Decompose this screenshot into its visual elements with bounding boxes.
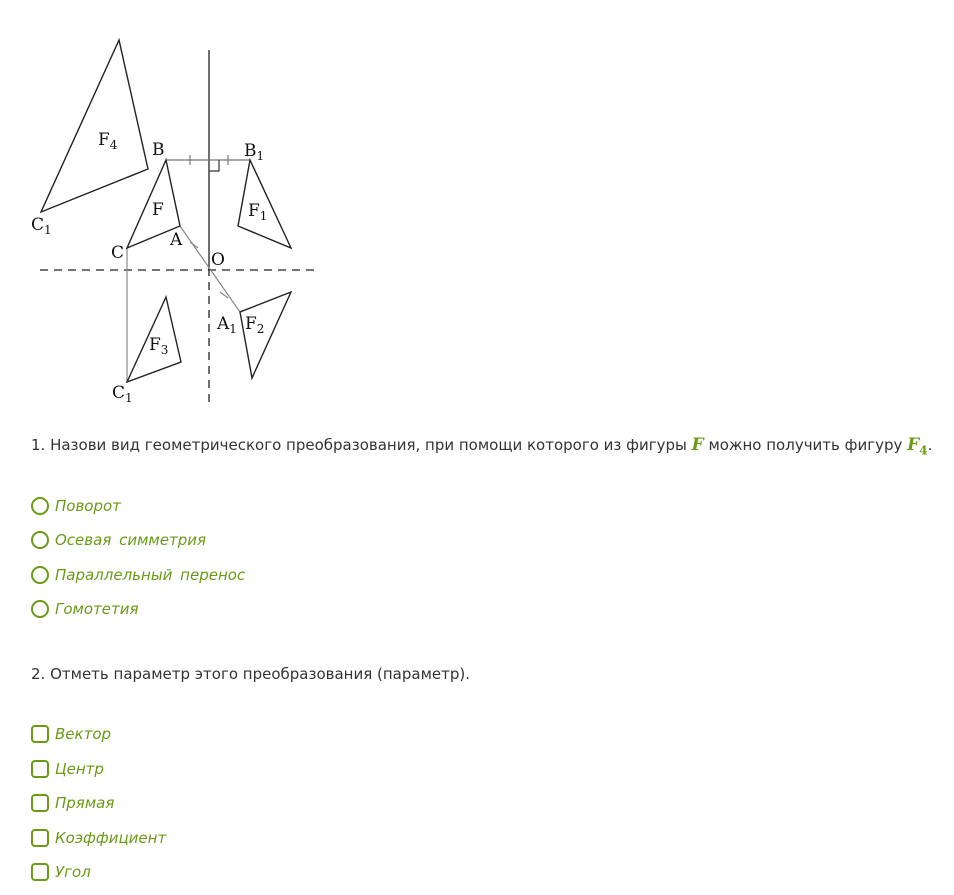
- radio-button[interactable]: [31, 566, 49, 584]
- label-a: A: [170, 230, 183, 250]
- label-c1-bottom: $C_1$: [112, 383, 133, 405]
- option-homothety[interactable]: Гомотетия: [31, 599, 245, 619]
- option-coefficient[interactable]: Коэффициент: [31, 828, 166, 848]
- radio-button[interactable]: [31, 600, 49, 618]
- question-1-text: 1. Назови вид геометрического преобразования, при помощи которого из фигуры F можно получить фигуру $F_4$.: [31, 435, 933, 458]
- geometry-figure: [0, 0, 340, 410]
- checkbox[interactable]: [31, 863, 49, 881]
- math-f4: $F_4$: [907, 435, 928, 458]
- label-b: B: [152, 140, 165, 160]
- triangle-f4: [41, 40, 148, 212]
- option-vector[interactable]: Вектор: [31, 724, 166, 744]
- triangle-f1: [238, 160, 291, 248]
- label-f4: $F_4$: [98, 130, 118, 152]
- label-f1: $F_1$: [248, 201, 268, 223]
- right-angle-mark: [209, 160, 219, 171]
- math-f: F: [691, 435, 704, 455]
- segment-a-a1: [180, 226, 240, 312]
- label-o: O: [211, 250, 225, 270]
- label-f3: $F_3$: [149, 335, 169, 357]
- question-2-options: [31, 724, 166, 882]
- option-angle[interactable]: Угол: [31, 862, 166, 882]
- question-1-options: [31, 496, 245, 619]
- option-parallel-translation[interactable]: Параллельный перенос: [31, 565, 245, 585]
- radio-button[interactable]: [31, 497, 49, 515]
- label-c1-top: $C_1$: [31, 215, 52, 237]
- checkbox[interactable]: [31, 829, 49, 847]
- question-2-text: 2. Отметь параметр этого преобразования (параметр).: [31, 665, 470, 683]
- triangle-f2: [240, 292, 291, 378]
- label-f: F: [152, 200, 164, 220]
- option-axial-symmetry[interactable]: Осевая симметрия: [31, 530, 245, 550]
- label-c: C: [111, 243, 125, 263]
- option-rotation[interactable]: Поворот: [31, 496, 245, 516]
- label-b1: $B_1$: [244, 141, 265, 163]
- checkbox[interactable]: [31, 794, 49, 812]
- option-line[interactable]: Прямая: [31, 793, 166, 813]
- option-center[interactable]: Центр: [31, 759, 166, 779]
- label-a1: $A_1$: [217, 314, 237, 336]
- label-f2: $F_2$: [245, 314, 265, 336]
- radio-button[interactable]: [31, 531, 49, 549]
- checkbox[interactable]: [31, 725, 49, 743]
- checkbox[interactable]: [31, 760, 49, 778]
